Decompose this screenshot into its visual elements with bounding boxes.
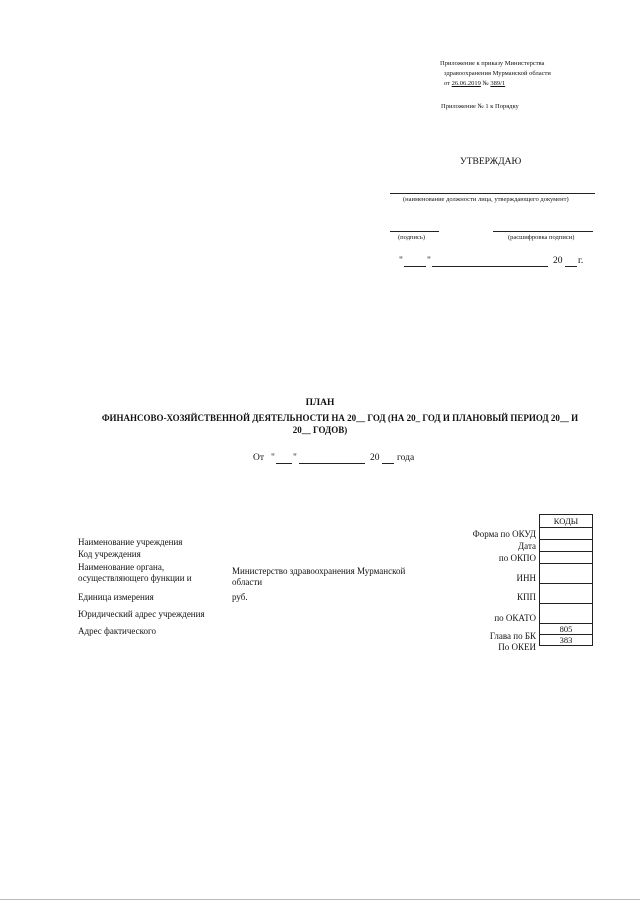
founder-label-1: Наименование органа, (78, 562, 165, 572)
approve-year-prefix: 20 (553, 256, 563, 266)
plan-year-prefix: 20 (370, 453, 380, 463)
codes-header-cell (540, 515, 593, 528)
approve-date-quote-close: " (427, 256, 431, 266)
plan-year-line (382, 463, 394, 464)
inn-label: ИНН (516, 573, 536, 583)
position-caption: (наименование должности лица, утверждающего документ) (403, 196, 569, 203)
appendix-number-prefix: № (482, 80, 489, 87)
date-label: Дата (518, 541, 536, 551)
approve-year-suffix: г. (578, 256, 584, 266)
okei-value: 383 (559, 635, 573, 645)
kpp-cell (540, 584, 593, 604)
decoding-caption: (расшифровка подписи) (508, 234, 575, 241)
signature-caption: (подпись) (398, 234, 425, 241)
approve-year-line (565, 266, 577, 267)
okud-cell (540, 528, 593, 540)
codes-header: КОДЫ (553, 516, 579, 526)
appendix-line-2: здравоохранения Мурманской области (444, 70, 551, 77)
approve-date (399, 256, 403, 267)
okud-label: Форма по ОКУД (472, 529, 536, 539)
appendix-line-3 (444, 80, 505, 88)
actual-address-label: Адрес фактического (78, 626, 156, 636)
plan-date-quote-open: " (271, 453, 275, 463)
decoding-line (493, 231, 593, 232)
inn-cell (540, 564, 593, 584)
approve-month-line (432, 266, 548, 267)
okpo-label: по ОКПО (498, 553, 536, 563)
founder-value-2: области (232, 577, 263, 587)
plan-date-prefix: От (253, 453, 265, 463)
bk-value: 805 (559, 624, 573, 634)
plan-subtitle-line-1: ФИНАНСОВО-ХОЗЯЙСТВЕННОЙ ДЕЯТЕЛЬНОСТИ НА 20__ ГОД (НА 20_ ГОД И ПЛАНОВЫЙ ПЕРИОД 20__ И (101, 413, 579, 423)
appendix-date-prefix: от (444, 80, 451, 87)
plan-title: ПЛАН (305, 398, 335, 408)
plan-month-line (299, 463, 365, 464)
okei-cell (540, 635, 593, 646)
page-bottom-rule (0, 899, 640, 900)
plan-year-suffix: года (397, 453, 415, 463)
appendix-number: 389/1 (490, 80, 506, 87)
plan-subtitle-line-2: 20__ ГОДОВ) (292, 425, 348, 435)
okpo-cell (540, 552, 593, 564)
okei-label: По ОКЕИ (498, 642, 536, 652)
plan-date-quote-close: " (293, 453, 297, 463)
okato-label: по ОКАТО (494, 613, 536, 623)
date-cell (540, 540, 593, 552)
approve-date-quote-open: " (399, 256, 403, 266)
founder-label-2: осуществляющего функции и (78, 573, 192, 583)
appendix-date: 26.06.2019 (451, 80, 481, 87)
codes-table (539, 514, 593, 646)
signature-line (390, 231, 439, 232)
unit-label: Единица измерения (78, 592, 154, 602)
legal-address-label: Юридический адрес учреждения (78, 609, 205, 619)
bk-label: Глава по БК (489, 631, 536, 641)
plan-day-line (276, 463, 292, 464)
unit-value: руб. (232, 592, 248, 602)
okato-cell (540, 604, 593, 624)
appendix-line-4: Приложение № 1 к Порядку (441, 103, 519, 110)
kpp-label: КПП (516, 592, 536, 602)
institution-name-label: Наименование учреждения (78, 537, 183, 547)
approve-day-line (404, 266, 426, 267)
bk-cell (540, 624, 593, 635)
approve-title: УТВЕРЖДАЮ (460, 157, 522, 167)
founder-value-1: Министерство здравоохранения Мурманской (232, 566, 406, 576)
position-line (390, 193, 595, 194)
institution-code-label: Код учреждения (78, 549, 141, 559)
appendix-line-1: Приложение к приказу Министерства (440, 60, 545, 67)
